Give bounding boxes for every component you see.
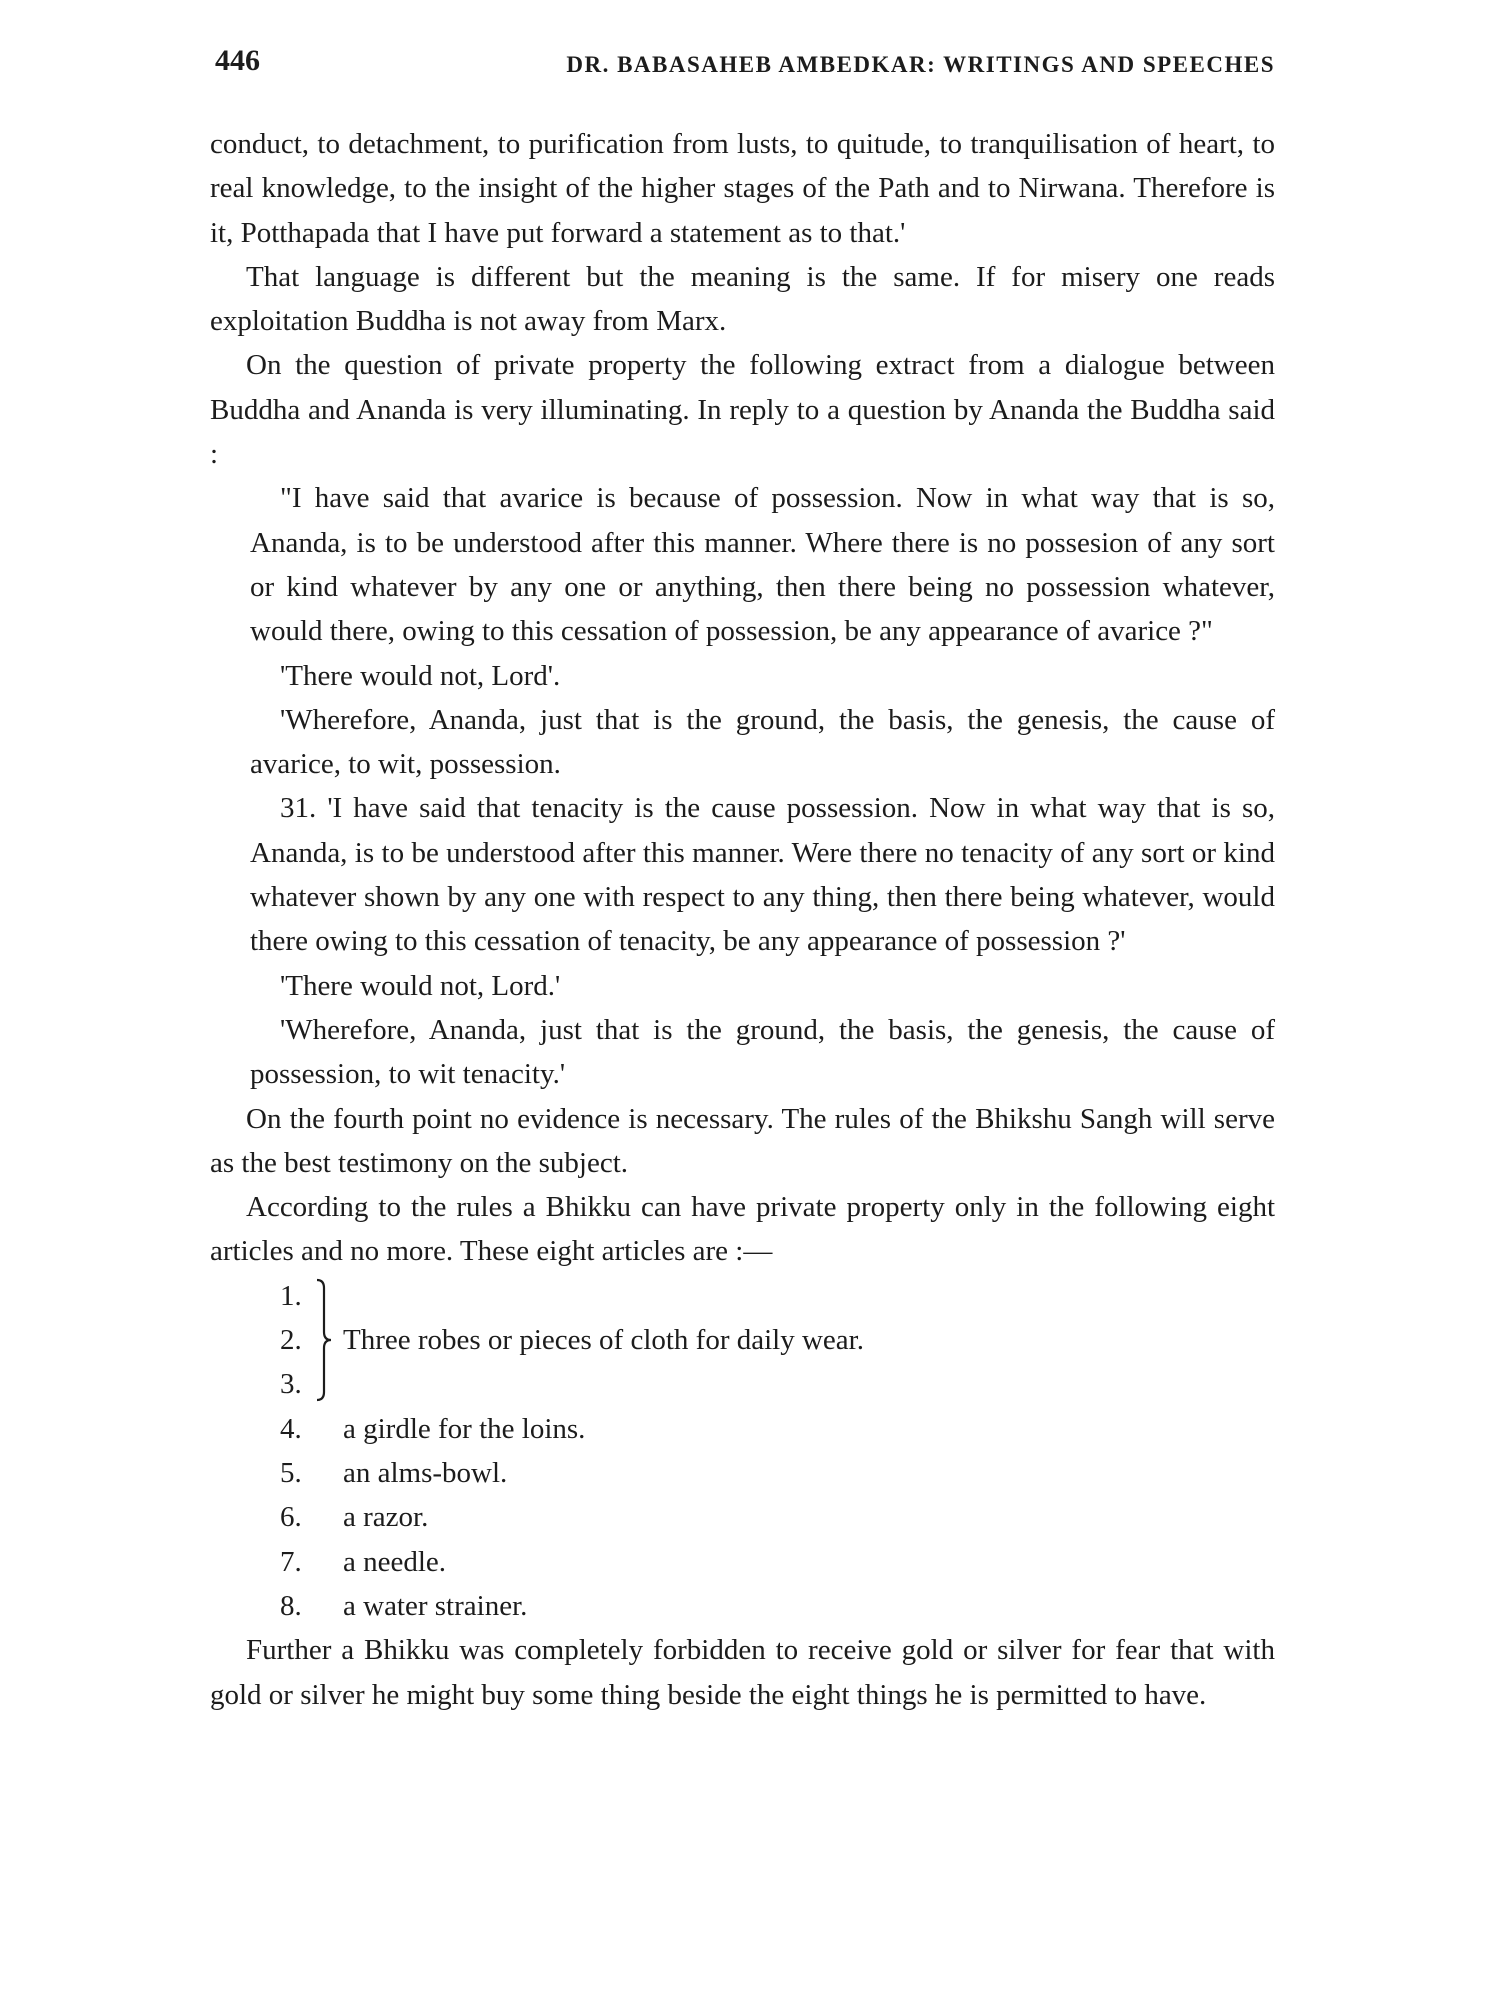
- list-item-text: an alms-bowl.: [343, 1457, 508, 1490]
- body-text: [210, 122, 1275, 1717]
- list-number: 5.: [280, 1457, 302, 1490]
- list-item-text: Three robes or pieces of cloth for daily wear.: [343, 1324, 864, 1357]
- quotation: 'Wherefore, Ananda, just that is the ground, the basis, the genesis, the cause of avarice, to wit, possession.: [250, 703, 1275, 781]
- quotation: 'There would not, Lord.': [280, 969, 561, 1002]
- list-item: [210, 1540, 1275, 1584]
- paragraph: According to the rules a Bhikku can have private property only in the following eight articles and no more. These eight articles are :—: [210, 1191, 1275, 1268]
- paragraph: That language is different but the meaning is the same. If for misery one reads exploitation Buddha is not away from Marx.: [210, 260, 1275, 338]
- grouped-list-items: [210, 1274, 1275, 1407]
- quotation: 31. 'I have said that tenacity is the cause possession. Now in what way that is so, Ananda, is to be understood after this manner. Were there no tenacity of any sort or kind whatever shown by any one with respect to any thing, then there being whatever, would there owing to this cessation of tenacity, be any appearance of possession ?': [250, 792, 1275, 958]
- quotation: 'Wherefore, Ananda, just that is the ground, the basis, the genesis, the cause of possession, to wit tenacity.': [250, 1013, 1275, 1091]
- list-item: [210, 1407, 1275, 1451]
- paragraph: Further a Bhikku was completely forbidden to receive gold or silver for fear that with gold or silver he might buy some thing beside the eight things he is permitted to have.: [210, 1634, 1275, 1711]
- page-header: [215, 44, 1275, 84]
- list-item-text: a razor.: [343, 1501, 429, 1534]
- paragraph: On the fourth point no evidence is necessary. The rules of the Bhikshu Sangh will serve as the best testimony on the subject.: [210, 1102, 1275, 1179]
- quotation: 'There would not, Lord'.: [280, 659, 561, 692]
- paragraph: On the question of private property the following extract from a dialogue between Buddha and Ananda is very illuminating. In reply to a question by Ananda the Buddha said :: [210, 349, 1275, 471]
- numbered-list: [210, 1407, 1275, 1628]
- list-number: 8.: [280, 1589, 302, 1622]
- list-item: [210, 1451, 1275, 1495]
- group-numbers: [280, 1274, 320, 1407]
- list-number: 1.: [280, 1279, 302, 1312]
- quotation: "I have said that avarice is because of possession. Now in what way that is so, Ananda, is to be understood after this manner. Where there is no possesion of any sort or kind whatever by any one or anything, then there being no possession whatever, would there, owing to this cessation of possession, be any appearance of avarice ?": [250, 482, 1275, 648]
- list-item: [210, 1584, 1275, 1628]
- list-number: 3.: [280, 1368, 302, 1401]
- right-brace-icon: [315, 1278, 337, 1403]
- list-item-text: a water strainer.: [343, 1589, 528, 1622]
- page-number: 446: [215, 44, 260, 77]
- list-item-text: a needle.: [343, 1545, 447, 1578]
- list-number: 2.: [280, 1324, 302, 1357]
- list-item-text: a girdle for the loins.: [343, 1412, 586, 1445]
- paragraph: conduct, to detachment, to purification from lusts, to quitude, to tranquilisation of heart, to real knowledge, to the insight of the higher stages of the Path and to Nirwana. Therefore is it, Potthapada that I have put forward a statement as to that.': [210, 128, 1275, 249]
- list-number: 6.: [280, 1501, 302, 1534]
- list-item: [210, 1495, 1275, 1539]
- list-number: 7.: [280, 1545, 302, 1578]
- running-head: DR. BABASAHEB AMBEDKAR: WRITINGS AND SPEECHES: [566, 52, 1275, 77]
- list-number: 4.: [280, 1412, 302, 1445]
